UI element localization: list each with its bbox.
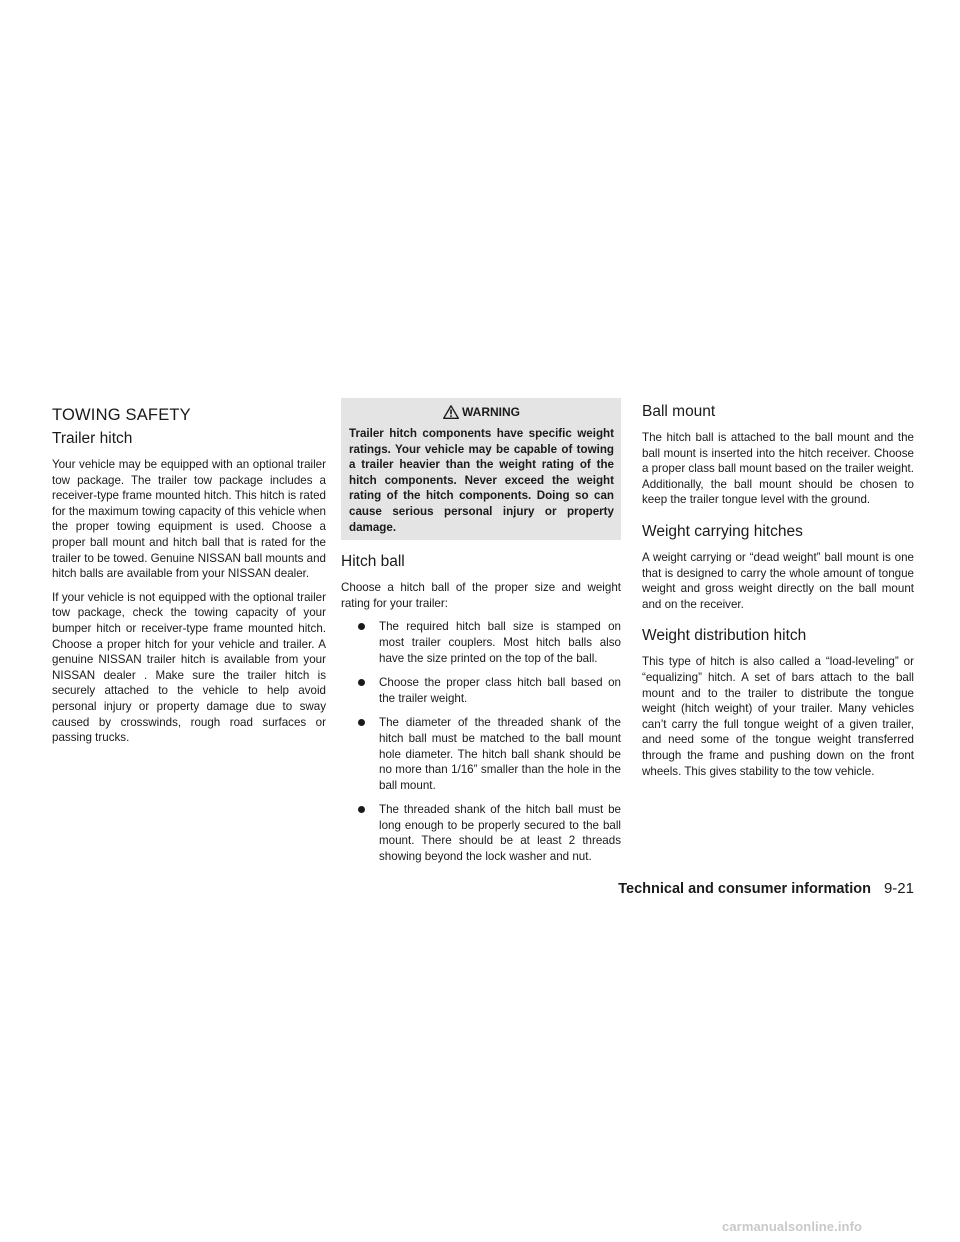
column-left: [52, 398, 326, 754]
list-item: [341, 675, 621, 706]
subsection-title-weight-distribution: Weight distribution hitch: [642, 627, 807, 645]
bullet-icon: [358, 679, 365, 686]
subsection-title-trailer-hitch: Trailer hitch: [52, 430, 133, 447]
paragraph: Choose a hitch ball of the proper size and weight rating for your trailer:: [341, 581, 621, 610]
paragraph: If your vehicle is not equipped with the optional trailer tow package, check the towing capacity of your bumper hitch or receiver-type frame mounted hitch. Choose a proper hitch for your vehicle and trailer. A genuine NISSAN trailer hitch is available from your NISSAN dealer . Make sure the trailer hitch is securely attached to the vehicle to help avoid personal injury or property damage due to sway caused by crosswinds, rough road surfaces or passing trucks.: [52, 590, 326, 745]
list-item-text: The diameter of the threaded shank of the hitch ball must be matched to the ball mount hole diameter. The hitch ball shank should be no more than 1/16” smaller than the hole in the ball mount.: [379, 716, 621, 792]
warning-header: [349, 404, 614, 420]
list-item: [341, 715, 621, 793]
warning-text: Trailer hitch components have specific weight ratings. Your vehicle may be capable of towing a trailer heavier than the weight rating of the hitch components. Never exceed the weight rating of the hitch components. Doing so can cause serious personal injury or property damage.: [349, 427, 614, 534]
page-number: 9-21: [883, 880, 914, 897]
list-item-text: Choose the proper class hitch ball based on the trailer weight.: [379, 676, 621, 705]
list-item-text: The threaded shank of the hitch ball must be long enough to be properly secured to the ball mount. There should be at least 2 threads showing beyond the lock washer and nut.: [379, 803, 621, 864]
paragraph: The hitch ball is attached to the ball mount and the ball mount is inserted into the hitch receiver. Choose a proper class ball mount based on the trailer weight. Additionally, the ball mount should be chosen to keep the trailer tongue level with the ground.: [642, 431, 914, 507]
list-item: [341, 619, 621, 666]
paragraph: Your vehicle may be equipped with an optional trailer tow package. The trailer tow package includes a receiver-type frame mounted hitch. This hitch is rated for the maximum towing capacity of this vehicle when the proper towing equipment is used. Choose a proper ball mount and hitch ball that is rated for the trailer to be towed. Genuine NISSAN ball mounts and hitch balls are available from your NISSAN dealer.: [52, 458, 326, 581]
bullet-icon: [358, 719, 365, 726]
bullet-icon: [358, 806, 365, 813]
list-item: [341, 802, 621, 864]
column-middle: [341, 398, 621, 874]
bullet-icon: [358, 623, 365, 630]
page-footer: [618, 880, 914, 897]
column-right: [642, 398, 914, 787]
list-item-text: The required hitch ball size is stamped on most trailer couplers. Most hitch balls also have the size printed on the top of the ball.: [379, 620, 621, 665]
warning-label: WARNING: [462, 405, 520, 419]
watermark: carmanualsonline.info: [722, 1219, 863, 1234]
subsection-title-ball-mount: Ball mount: [642, 403, 716, 420]
chapter-title: Technical and consumer information: [618, 881, 871, 897]
section-title: TOWING SAFETY: [52, 406, 191, 424]
warning-box: [341, 398, 621, 540]
warning-triangle-icon: [443, 405, 459, 419]
subsection-title-hitch-ball: Hitch ball: [341, 553, 405, 571]
bullet-list: [341, 619, 621, 864]
paragraph: This type of hitch is also called a “load-leveling” or “equalizing” hitch. A set of bars attach to the ball mount and to the trailer to distribute the tongue weight (hitch weight) of your trailer. Many vehicles can’t carry the full tongue weight of a given trailer, and need some of the tongue weight transferred through the frame and pushing down on the front wheels. This gives stability to the tow vehicle.: [642, 655, 914, 778]
paragraph: A weight carrying or “dead weight” ball mount is one that is designed to carry the whole amount of tongue weight and gross weight directly on the ball mount and on the receiver.: [642, 550, 914, 611]
subsection-title-weight-carrying: Weight carrying hitches: [642, 522, 803, 540]
